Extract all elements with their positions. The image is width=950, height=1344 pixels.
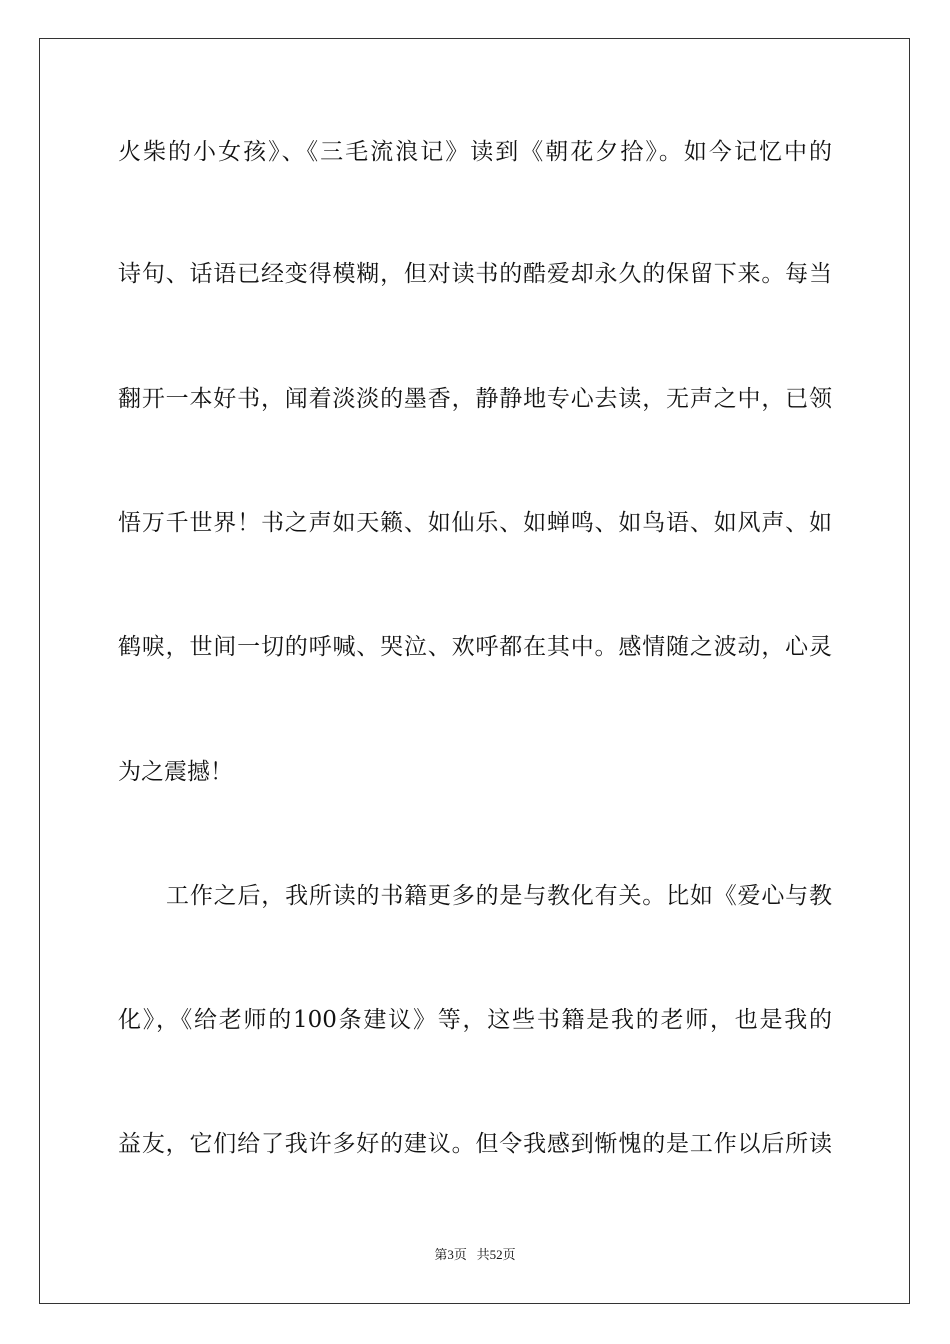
page-number: 第3页 (434, 1247, 467, 1262)
text-line-3: 翻开一本好书，闻着淡淡的墨香，静静地专心去读，无声之中，已领 (118, 386, 832, 412)
page-total: 共52页 (476, 1247, 516, 1262)
text-line-1: 火柴的小女孩》、《三毛流浪记》读到《朝花夕拾》。如今记忆中的 (118, 139, 832, 165)
text-line-8: 化》，《给老师的100条建议》等，这些书籍是我的老师，也是我的 (118, 1007, 832, 1033)
text-line-2: 诗句、话语已经变得模糊，但对读书的酷爱却永久的保留下来。每当 (118, 261, 832, 287)
text-line-7: 工作之后，我所读的书籍更多的是与教化有关。比如《爱心与教 (166, 883, 832, 909)
text-line-6: 为之震撼！ (118, 759, 233, 785)
text-line-4: 悟万千世界！书之声如天籁、如仙乐、如蝉鸣、如鸟语、如风声、如 (118, 510, 832, 536)
page-border (39, 38, 910, 1304)
text-line-5: 鹤唳，世间一切的呼喊、哭泣、欢呼都在其中。感情随之波动，心灵 (118, 634, 832, 660)
text-line-9: 益友，它们给了我许多好的建议。但令我感到惭愧的是工作以后所读 (118, 1131, 832, 1157)
page-footer (0, 1246, 950, 1264)
